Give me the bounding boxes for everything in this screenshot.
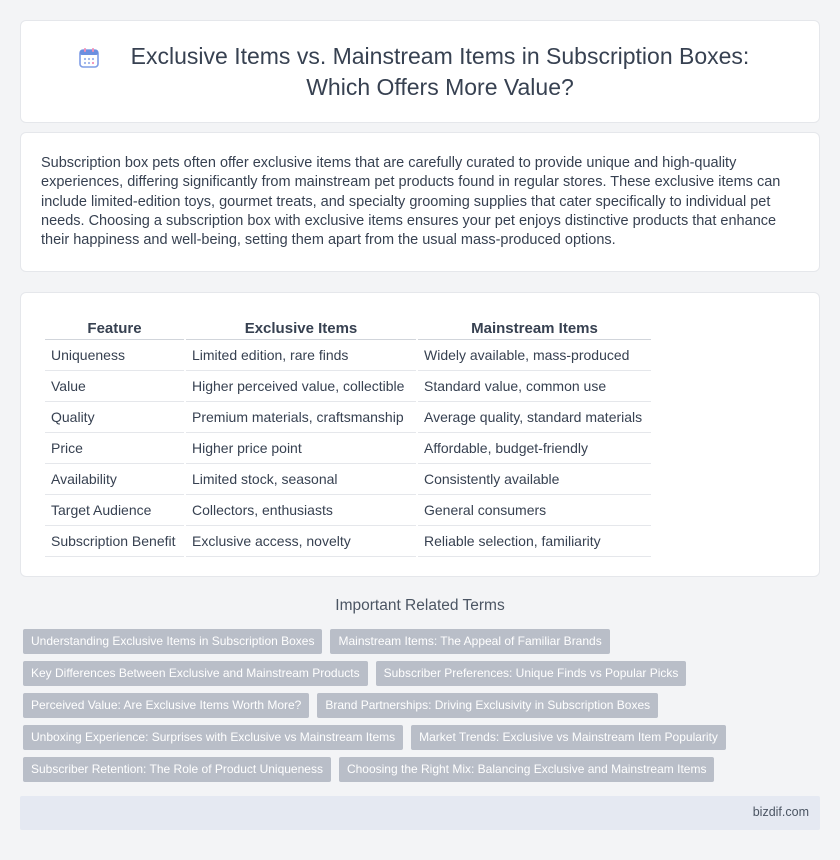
term-row — [23, 693, 823, 718]
table-row — [45, 433, 651, 464]
exclusive-cell: Higher perceived value, collectible — [186, 371, 416, 402]
feature-cell: Quality — [45, 402, 184, 433]
table-row — [45, 371, 651, 402]
related-term-link[interactable]: Mainstream Items: The Appeal of Familiar Brands — [330, 629, 609, 654]
related-term-link[interactable]: Understanding Exclusive Items in Subscription Boxes — [23, 629, 322, 654]
related-term-link[interactable]: Market Trends: Exclusive vs Mainstream Item Popularity — [411, 725, 726, 750]
exclusive-cell: Premium materials, craftsmanship — [186, 402, 416, 433]
feature-cell: Value — [45, 371, 184, 402]
exclusive-cell: Higher price point — [186, 433, 416, 464]
comparison-table — [43, 318, 653, 557]
intro-paragraph: Subscription box pets often offer exclusive items that are carefully curated to provide unique and high-quality experiences, differing significantly from mainstream pet products found in regular stores. These exclusive items can include limited-edition toys, gourmet treats, and specialty grooming supplies that cater specifically to individual pet needs. Choosing a subscription box with exclusive items ensures your pet enjoys distinctive products that enhance their happiness and well-being, setting them apart from the usual mass-produced options. — [41, 155, 781, 249]
mainstream-cell: Average quality, standard materials — [418, 402, 651, 433]
related-term-link[interactable]: Perceived Value: Are Exclusive Items Worth More? — [23, 693, 309, 718]
related-term-link[interactable]: Subscriber Preferences: Unique Finds vs Popular Picks — [376, 661, 687, 686]
footer-site-link[interactable]: bizdif.com — [752, 805, 809, 819]
footer-bar — [20, 796, 820, 830]
related-terms-title: Important Related Terms — [335, 597, 505, 614]
exclusive-cell: Limited edition, rare finds — [186, 340, 416, 371]
table-row — [45, 464, 651, 495]
mainstream-cell: Affordable, budget-friendly — [418, 433, 651, 464]
table-header-row — [45, 318, 651, 340]
related-term-link[interactable]: Choosing the Right Mix: Balancing Exclusive and Mainstream Items — [339, 757, 715, 782]
exclusive-cell: Collectors, enthusiasts — [186, 495, 416, 526]
comparison-card — [20, 292, 820, 577]
exclusive-cell: Limited stock, seasonal — [186, 464, 416, 495]
term-row — [23, 725, 823, 750]
table-row — [45, 340, 651, 371]
table-row — [45, 402, 651, 433]
mainstream-cell: Widely available, mass-produced — [418, 340, 651, 371]
table-row — [45, 526, 651, 557]
related-term-link[interactable]: Unboxing Experience: Surprises with Exclusive vs Mainstream Items — [23, 725, 403, 750]
table-row — [45, 495, 651, 526]
intro-card — [20, 132, 820, 272]
related-terms-list — [23, 629, 823, 789]
term-row — [23, 661, 823, 686]
header-card — [20, 20, 820, 123]
mainstream-cell: Reliable selection, familiarity — [418, 526, 651, 557]
feature-cell: Availability — [45, 464, 184, 495]
feature-cell: Target Audience — [45, 495, 184, 526]
mainstream-cell: Consistently available — [418, 464, 651, 495]
mainstream-cell: Standard value, common use — [418, 371, 651, 402]
term-row — [23, 629, 823, 654]
related-term-link[interactable]: Subscriber Retention: The Role of Product Uniqueness — [23, 757, 331, 782]
exclusive-cell: Exclusive access, novelty — [186, 526, 416, 557]
header-feature: Feature — [45, 318, 184, 340]
page-title: Exclusive Items vs. Mainstream Items in Subscription Boxes: Which Offers More Value? — [130, 42, 750, 100]
header-mainstream: Mainstream Items — [418, 318, 651, 340]
feature-cell: Uniqueness — [45, 340, 184, 371]
related-term-link[interactable]: Key Differences Between Exclusive and Mainstream Products — [23, 661, 368, 686]
mainstream-cell: General consumers — [418, 495, 651, 526]
header-exclusive: Exclusive Items — [186, 318, 416, 340]
feature-cell: Price — [45, 433, 184, 464]
feature-cell: Subscription Benefit — [45, 526, 184, 557]
related-term-link[interactable]: Brand Partnerships: Driving Exclusivity in Subscription Boxes — [317, 693, 658, 718]
term-row — [23, 757, 823, 782]
